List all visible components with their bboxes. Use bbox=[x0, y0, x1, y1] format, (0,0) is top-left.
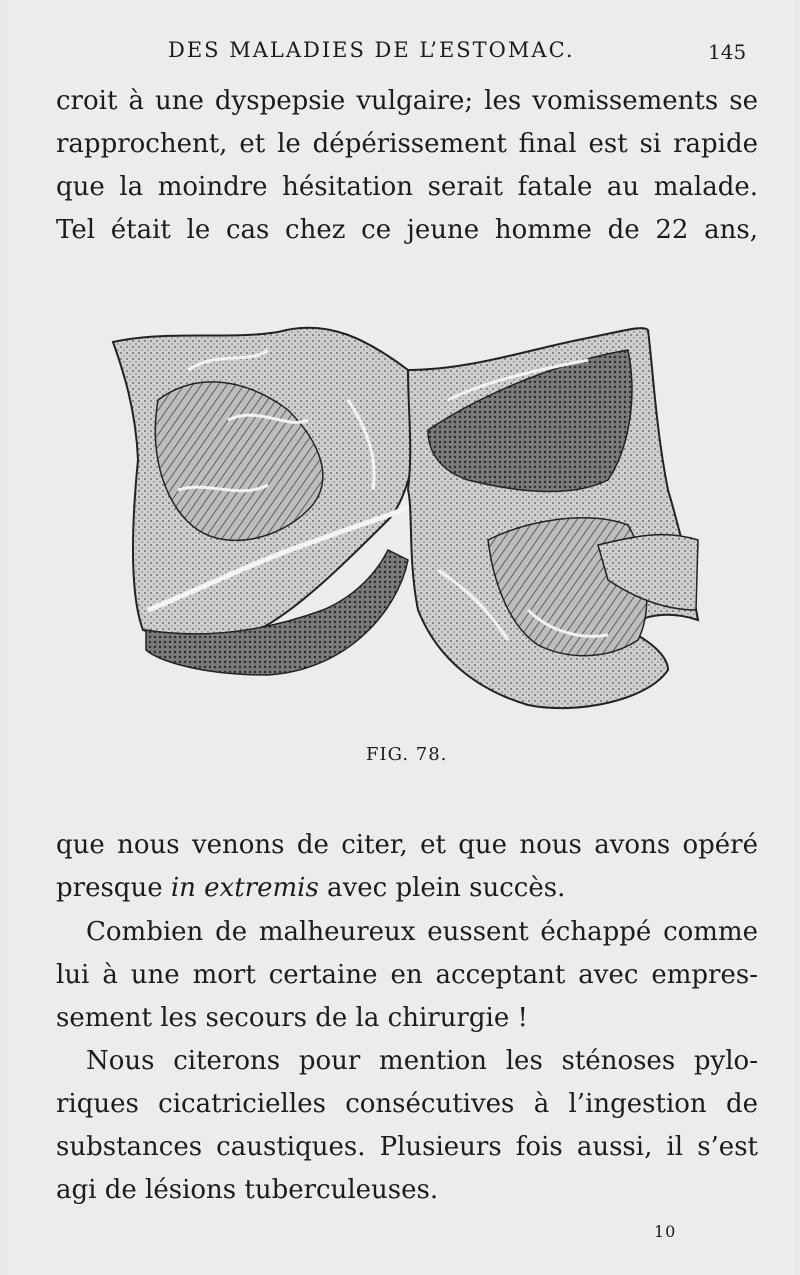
text-line: riques cicatricielles consécutives à l’ingestion de bbox=[56, 1089, 758, 1119]
paragraph-1 bbox=[56, 80, 758, 252]
italic-phrase: in extremis bbox=[170, 873, 319, 903]
paragraph-2 bbox=[56, 824, 758, 910]
text-line: Nous citerons pour mention les sténoses pylo- bbox=[86, 1046, 758, 1076]
text-run: avec plein succès. bbox=[318, 873, 566, 903]
text-line: Combien de malheureux eussent échappé comme bbox=[86, 917, 758, 947]
figure-78-illustration bbox=[108, 310, 708, 730]
text-line: sement les secours de la chirurgie ! bbox=[56, 1003, 528, 1033]
page-number: 145 bbox=[708, 40, 747, 64]
book-page bbox=[8, 0, 794, 1275]
text-line bbox=[56, 867, 758, 910]
running-title: DES MALADIES DE L’ESTOMAC. bbox=[168, 38, 575, 62]
text-run: presque bbox=[56, 873, 171, 903]
text-line: croit à une dyspepsie vulgaire; les vomissements se bbox=[56, 86, 758, 116]
paragraph-4 bbox=[56, 1040, 758, 1212]
text-line: Tel était le cas chez ce jeune homme de 22 ans, bbox=[56, 215, 758, 245]
text-line: que nous venons de citer, et que nous avons opéré bbox=[56, 830, 758, 860]
figure-caption: FIG. 78. bbox=[366, 744, 448, 765]
text-line: substances caustiques. Plusieurs fois aussi, il s’est bbox=[56, 1132, 758, 1162]
text-line: rapprochent, et le dépérissement final est si rapide bbox=[56, 129, 758, 159]
text-line: agi de lésions tuberculeuses. bbox=[56, 1175, 439, 1205]
signature-mark: 10 bbox=[654, 1222, 677, 1241]
text-line: que la moindre hésitation serait fatale au malade. bbox=[56, 172, 758, 202]
paragraph-3 bbox=[56, 911, 758, 1040]
text-line: lui à une mort certaine en acceptant avec empres- bbox=[56, 960, 758, 990]
